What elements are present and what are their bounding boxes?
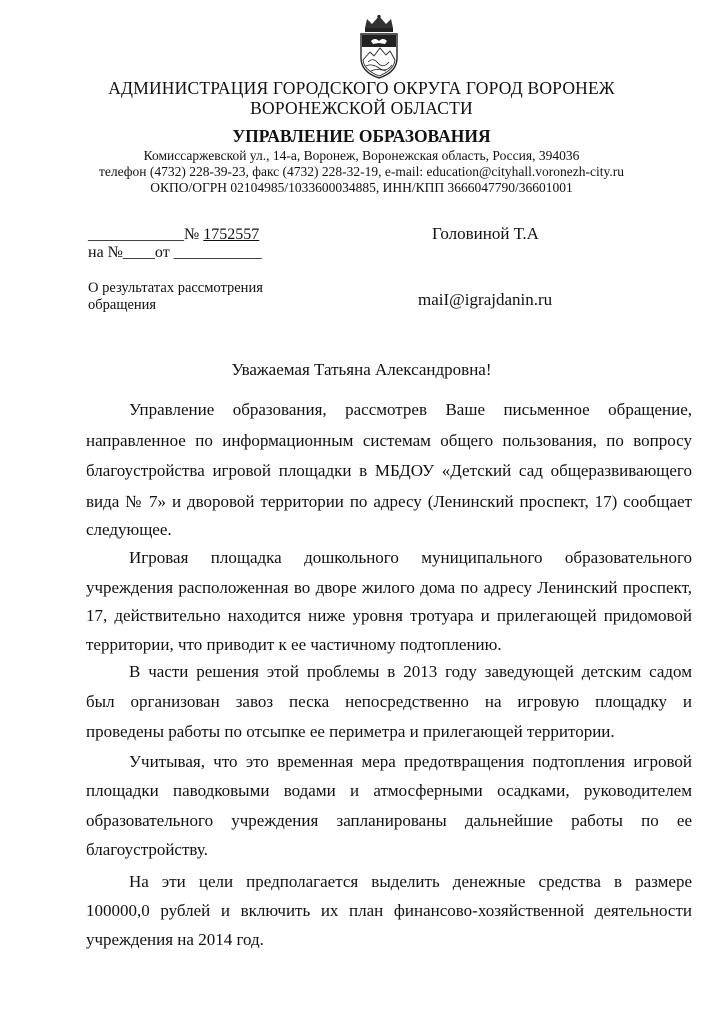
outgoing-prefix: ____________№: [88, 226, 200, 243]
paragraph-line: На эти цели предполагается выделить денежные средства в размере: [129, 872, 692, 891]
salutation: Уважаемая Татьяна Александровна!: [231, 360, 492, 379]
subject-line2: обращения: [88, 297, 157, 313]
codes-line: ОКПО/ОГРН 02104985/1033600034885, ИНН/КПП 3666047790/36601001: [150, 180, 573, 195]
paragraph-line: проведены работы по отсыпке ее периметра и прилегающей территории.: [86, 722, 615, 741]
org-name-line2: ВОРОНЕЖСКОЙ ОБЛАСТИ: [250, 98, 473, 118]
incoming-reference: на №____от ___________: [88, 244, 262, 261]
paragraph-line: 17, действительно находится ниже уровня тротуара и прилегающей придомовой: [86, 606, 692, 625]
paragraph-line: Игровая площадка дошкольного муниципального образовательного: [129, 548, 692, 567]
paragraph-line: образовательного учреждения запланированы дальнейшие работы по ее: [86, 811, 692, 830]
paragraph-line: благоустройству.: [86, 840, 208, 859]
coat-of-arms-icon: [356, 14, 402, 80]
paragraph-line: Учитывая, что это временная мера предотвращения подтопления игровой: [129, 752, 692, 771]
subject-line1: О результатах рассмотрения: [88, 280, 263, 296]
recipient-name: Головиной Т.А: [432, 224, 539, 243]
recipient-email: maiI@igrajdanin.ru: [418, 290, 553, 309]
paragraph-line: площадки паводковыми водами и атмосферными осадками, руководителем: [86, 781, 692, 800]
outgoing-number: 1752557: [203, 226, 260, 243]
paragraph-line: благоустройства игровой площадки в МБДОУ «Детский сад общеразвивающего: [86, 461, 692, 480]
paragraph-line: направленное по информационным системам общего пользования, по вопросу: [86, 431, 692, 450]
org-name-line1: АДМИНИСТРАЦИЯ ГОРОДСКОГО ОКРУГА ГОРОД ВОРОНЕЖ: [108, 78, 615, 98]
paragraph-line: вида № 7» и дворовой территории по адресу (Ленинский проспект, 17) сообщает: [86, 492, 692, 511]
paragraph-line: следующее.: [86, 520, 172, 539]
outgoing-reference: [88, 226, 259, 244]
address-line: Комиссаржевской ул., 14-а, Воронеж, Воронежская область, Россия, 394036: [143, 148, 580, 163]
paragraph-line: Управление образования, рассмотрев Ваше письменное обращение,: [129, 400, 692, 419]
paragraph-line: В части решения этой проблемы в 2013 году заведующей детским садом: [129, 662, 692, 681]
paragraph-line: учреждения на 2014 год.: [86, 930, 264, 949]
paragraph-line: 100000,0 рублей и включить их план финансово-хозяйственной деятельности: [86, 901, 692, 920]
department-name: УПРАВЛЕНИЕ ОБРАЗОВАНИЯ: [232, 126, 491, 146]
paragraph-line: был организован завоз песка непосредственно на игровую площадку и: [86, 692, 692, 711]
contacts-line: телефон (4732) 228-39-23, факс (4732) 228-32-19, e-mail: education@cityhall.voronezh-city.ru: [98, 164, 625, 179]
paragraph-line: учреждения расположенная во дворе жилого дома по адресу Ленинский проспект,: [86, 578, 692, 597]
paragraph-line: территории, что приводит к ее частичному подтоплению.: [86, 635, 502, 654]
